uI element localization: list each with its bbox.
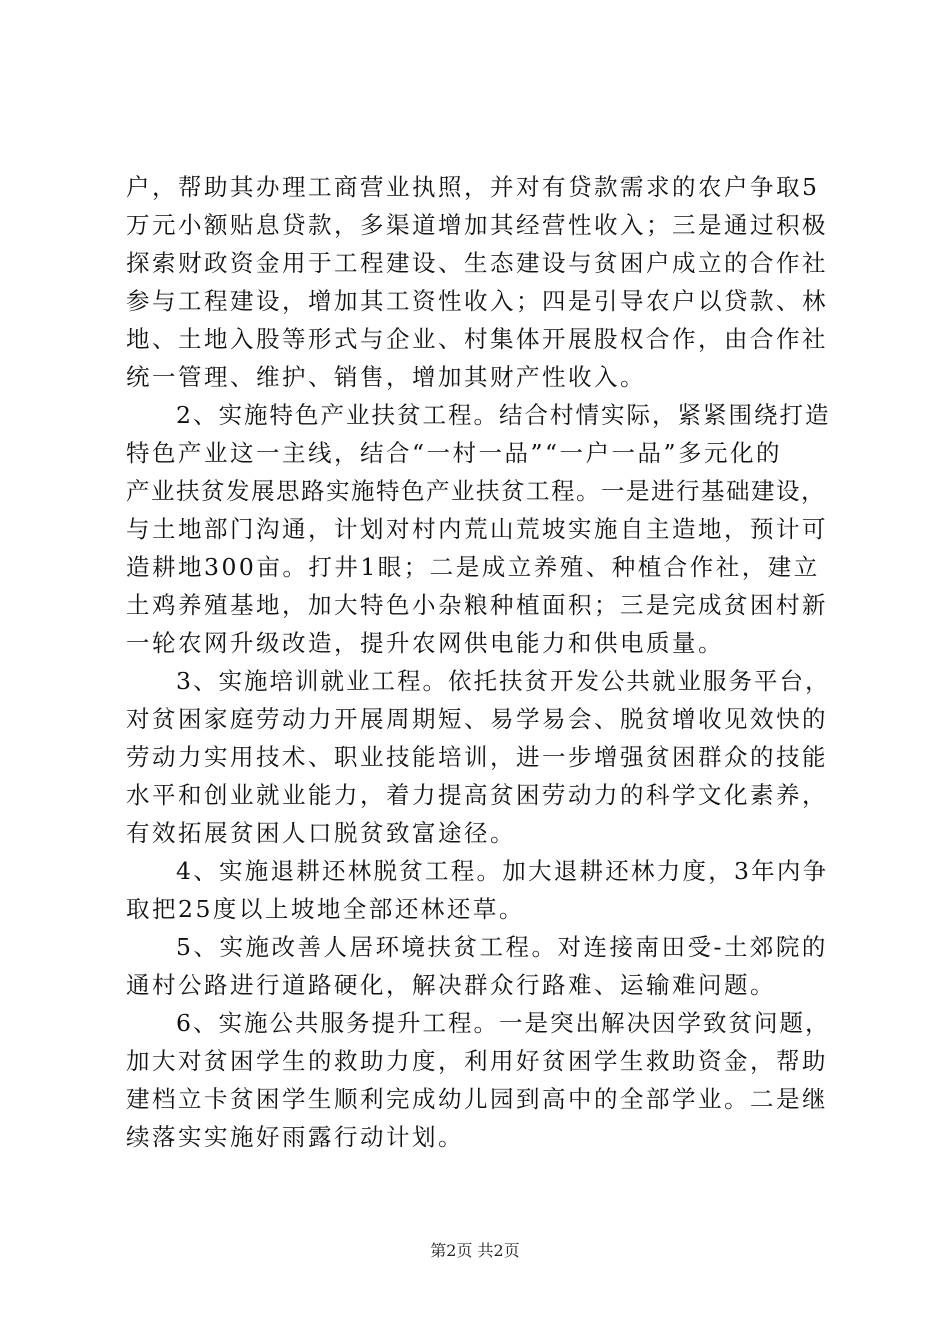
text-line: 建档立卡贫困学生顺利完成幼儿园到高中的全部学业。二是继 <box>126 1085 828 1113</box>
text-line: 探索财政资金用于工程建设、生态建设与贫困户成立的合作社 <box>126 249 828 277</box>
text-line: 户，帮助其办理工商营业执照，并对有贷款需求的农户争取5 <box>126 173 820 201</box>
text-line: 特色产业这一主线，结合“一村一品”“一户一品”多元化的 <box>126 439 783 467</box>
text-line: 5、实施改善人居环境扶贫工程。对连接南田受-土郊院的 <box>176 933 828 961</box>
text-line: 对贫困家庭劳动力开展周期短、易学易会、脱贫增收见效快的 <box>126 705 828 733</box>
text-line: 一轮农网升级改造，提升农网供电能力和供电质量。 <box>126 629 724 657</box>
text-line: 4、实施退耕还林脱贫工程。加大退耕还林力度，3年内争 <box>176 857 829 885</box>
text-line: 万元小额贴息贷款，多渠道增加其经营性收入；三是通过积极 <box>126 211 828 239</box>
text-line: 取把25度以上坡地全部还林还草。 <box>126 895 525 923</box>
page-footer: 第2页 共2页 <box>430 1241 520 1260</box>
text-line: 3、实施培训就业工程。依托扶贫开发公共就业服务平台， <box>176 667 831 695</box>
text-line: 造耕地300亩。打井1眼；二是成立养殖、种植合作社，建立 <box>126 553 820 581</box>
text-line: 通村公路进行道路硬化，解决群众行路难、运输难问题。 <box>126 971 776 999</box>
text-line: 统一管理、维护、销售，增加其财产性收入。 <box>126 363 646 391</box>
text-line: 续落实实施好雨露行动计划。 <box>126 1123 464 1151</box>
text-line: 土鸡养殖基地，加大特色小杂粮种植面积；三是完成贫困村新 <box>126 591 828 619</box>
text-line: 2、实施特色产业扶贫工程。结合村情实际，紧紧围绕打造 <box>176 401 831 429</box>
text-line: 加大对贫困学生的救助力度，利用好贫困学生救助资金，帮助 <box>126 1047 828 1075</box>
text-line: 有效拓展贫困人口脱贫致富途径。 <box>126 819 516 847</box>
text-line: 参与工程建设，增加其工资性收入；四是引导农户以贷款、林 <box>126 287 828 315</box>
text-line: 地、土地入股等形式与企业、村集体开展股权合作，由合作社 <box>126 325 828 353</box>
text-line: 6、实施公共服务提升工程。一是突出解决因学致贫问题， <box>176 1009 831 1037</box>
text-line: 劳动力实用技术、职业技能培训，进一步增强贫困群众的技能 <box>126 743 828 771</box>
document-body <box>126 168 831 1156</box>
text-line: 与土地部门沟通，计划对村内荒山荒坡实施自主造地，预计可 <box>126 515 828 543</box>
text-line: 水平和创业就业能力，着力提高贫困劳动力的科学文化素养， <box>126 781 828 809</box>
text-line: 产业扶贫发展思路实施特色产业扶贫工程。一是进行基础建设， <box>126 477 826 505</box>
